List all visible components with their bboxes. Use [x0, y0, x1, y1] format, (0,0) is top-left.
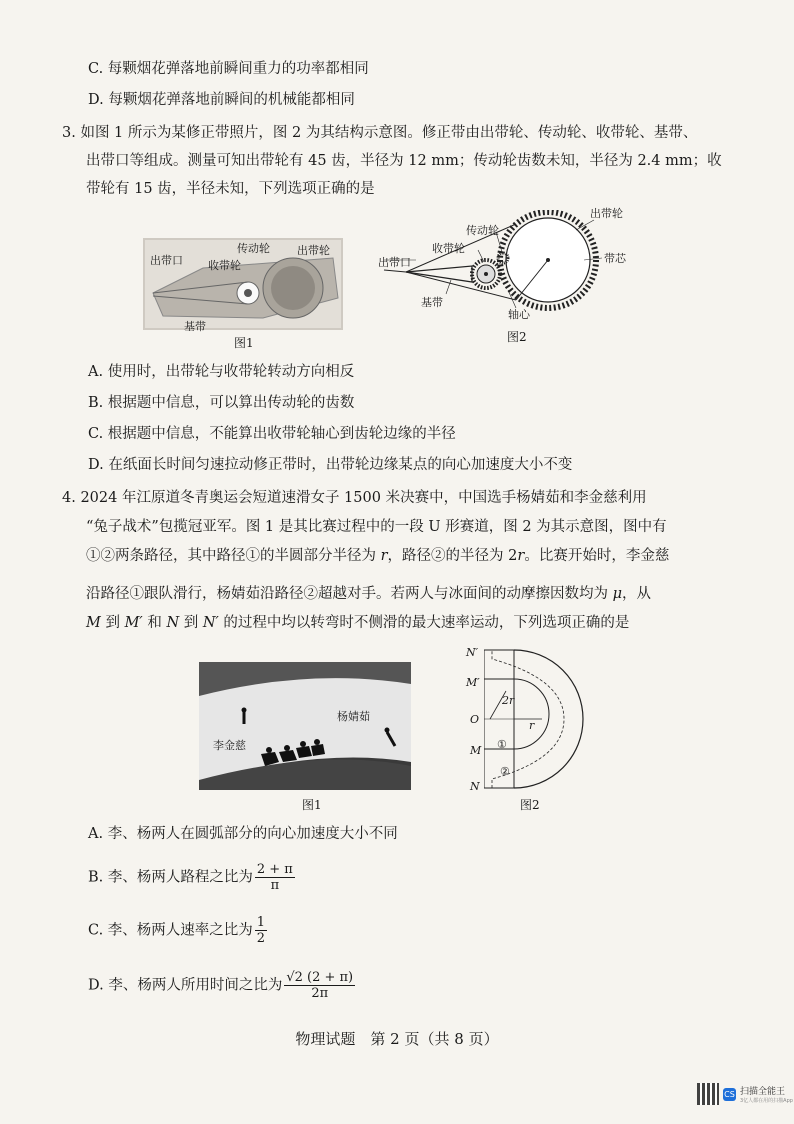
- q3-fig1-label-outlet: 出带口: [150, 254, 183, 267]
- q4-option-c-den: 2: [256, 931, 266, 946]
- q3-option-d: D. 在纸面长时间匀速拉动修正带时，出带轮边缘某点的向心加速度大小不变: [88, 457, 573, 473]
- q3-fig1-label-supply: 出带轮: [297, 244, 330, 257]
- q4-line3-b: ，路径②的半径为 2: [387, 548, 518, 564]
- q4-option-b-den: π: [270, 878, 280, 893]
- q4-line5-and: 和: [142, 615, 167, 631]
- q4-fig2-label-path1: ①: [497, 738, 507, 751]
- var-mu: μ: [612, 586, 623, 602]
- scanner-name: 扫描全能王: [740, 1087, 786, 1097]
- q4-fig2-caption: 图2: [520, 798, 540, 812]
- q4-fig2-label-r: r: [529, 719, 535, 732]
- q4-fig2-label-O: O: [470, 713, 480, 726]
- option-c-prev: C. 每颗烟花弹落地前瞬间重力的功率都相同: [88, 61, 369, 77]
- q4-line5-to2: 到: [179, 615, 203, 631]
- q4-fig1-caption: 图1: [302, 798, 322, 812]
- q4-option-a: A. 李、杨两人在圆弧部分的向心加速度大小不同: [88, 826, 398, 842]
- var-r-2: r: [517, 548, 525, 564]
- q3-option-c: C. 根据题中信息，不能算出收带轮轴心到齿轮边缘的半径: [88, 426, 456, 442]
- q4-option-c: [88, 915, 269, 946]
- q4-option-d-fraction: [284, 970, 355, 1001]
- q4-stem-line2: “兔子战术”包揽冠亚军。图 1 是其比赛过程中的一段 U 形赛道，图 2 为其示意图，图中有: [86, 519, 667, 535]
- q3-fig2-caption: 图2: [507, 330, 527, 344]
- q3-fig1-caption: 图1: [234, 336, 254, 350]
- scanner-text: [740, 1084, 793, 1104]
- q4-option-c-text: C. 李、杨两人速率之比为: [88, 922, 253, 939]
- q4-line5-rest: 的过程中均以转弯时不侧滑的最大速率运动，下列选项正确的是: [218, 615, 630, 631]
- q4-fig1-label-li: 李金慈: [213, 739, 246, 752]
- q3-fig1-label-base: 基带: [184, 320, 206, 333]
- point-N: N: [166, 615, 180, 631]
- q3-option-b: B. 根据题中信息，可以算出传动轮的齿数: [88, 395, 355, 411]
- q4-fig2-label-M: M: [470, 744, 482, 757]
- q3-stem-line3: 带轮有 15 齿，半径未知，下列选项正确的是: [86, 181, 375, 197]
- q3-fig2-label-outlet: 出带口: [378, 256, 411, 269]
- q4-stem-line3: [86, 546, 669, 566]
- q3-fig1-label-transmission: 传动轮: [237, 242, 270, 255]
- q4-line4-a: 沿路径①跟队滑行，杨婧茹沿路径②超越对手。若两人与冰面间的动摩擦因数均为: [86, 586, 613, 602]
- q4-stem-line4: [86, 584, 651, 604]
- q4-stem-line1: 4. 2024 年江原道冬青奥运会短道速滑女子 1500 米决赛中，中国选手杨婧茹和李金慈利用: [62, 490, 647, 506]
- q4-line3-c: 。比赛开始时，李金慈: [524, 548, 670, 564]
- point-M-prime: M′: [124, 615, 143, 631]
- q4-option-b-fraction: [255, 862, 295, 893]
- q3-fig2-label-takeup: 收带轮: [432, 242, 465, 255]
- q4-option-c-num: 1: [256, 915, 266, 930]
- cs-logo-icon: CS: [724, 1089, 735, 1099]
- q4-fig2-label-Mprime: M′: [466, 676, 480, 689]
- q4-fig1-photo: [199, 662, 411, 790]
- q4-stem-line5: [86, 613, 629, 633]
- q4-option-d-text: D. 李、杨两人所用时间之比为: [88, 977, 283, 994]
- q3-stem-line2: 出带口等组成。测量可知出带轮有 45 齿，半径为 12 mm；传动轮齿数未知，半径为 2.4 mm；收: [86, 153, 722, 169]
- q4-option-d-den: 2π: [311, 986, 329, 1001]
- scanner-sub: 3亿人都在用的扫描App: [740, 1098, 793, 1104]
- q4-fig2-label-2r: 2r: [502, 694, 515, 707]
- q4-option-b-text: B. 李、杨两人路程之比为: [88, 869, 253, 886]
- q4-fig2-label-path2: ②: [500, 765, 510, 778]
- qr-code-icon: [697, 1083, 719, 1105]
- scanner-badge: [697, 1083, 793, 1105]
- point-N-prime: N′: [202, 615, 219, 631]
- q4-option-b: [88, 862, 297, 893]
- q3-fig1-label-takeup: 收带轮: [208, 259, 241, 272]
- option-d-prev: D. 每颗烟花弹落地前瞬间的机械能都相同: [88, 92, 355, 108]
- q4-fig2-label-Nprime: N′: [466, 646, 479, 659]
- q4-fig2-label-N: N: [470, 780, 480, 793]
- q3-option-a: A. 使用时，出带轮与收带轮转动方向相反: [88, 364, 355, 380]
- q3-fig2-label-axle: 轴心: [508, 308, 530, 321]
- q4-line4-b: ，从: [622, 586, 652, 602]
- q4-option-c-fraction: [255, 915, 267, 946]
- q4-option-d-num: √2 (2 + π): [286, 970, 354, 985]
- q4-option-d: [88, 970, 357, 1001]
- q3-fig2-label-core: 带芯: [604, 252, 626, 265]
- point-M: M: [86, 615, 101, 631]
- q4-line5-to1: 到: [100, 615, 125, 631]
- page-footer: 物理试题 第 2 页（共 8 页）: [295, 1030, 499, 1048]
- q3-fig2-label-base: 基带: [421, 296, 443, 309]
- q3-fig2-label-supply: 出带轮: [590, 207, 623, 220]
- q4-option-b-num: 2 + π: [256, 862, 293, 877]
- var-r: r: [380, 548, 388, 564]
- q4-line3-a: ①②两条路径，其中路径①的半圆部分半径为: [86, 548, 381, 564]
- q3-fig2-label-transmission: 传动轮: [466, 224, 499, 237]
- q4-fig1-label-yang: 杨婧茹: [337, 710, 370, 723]
- q3-stem-line1: 3. 如图 1 所示为某修正带照片，图 2 为其结构示意图。修正带由出带轮、传动轮、收带轮、基带、: [62, 125, 698, 141]
